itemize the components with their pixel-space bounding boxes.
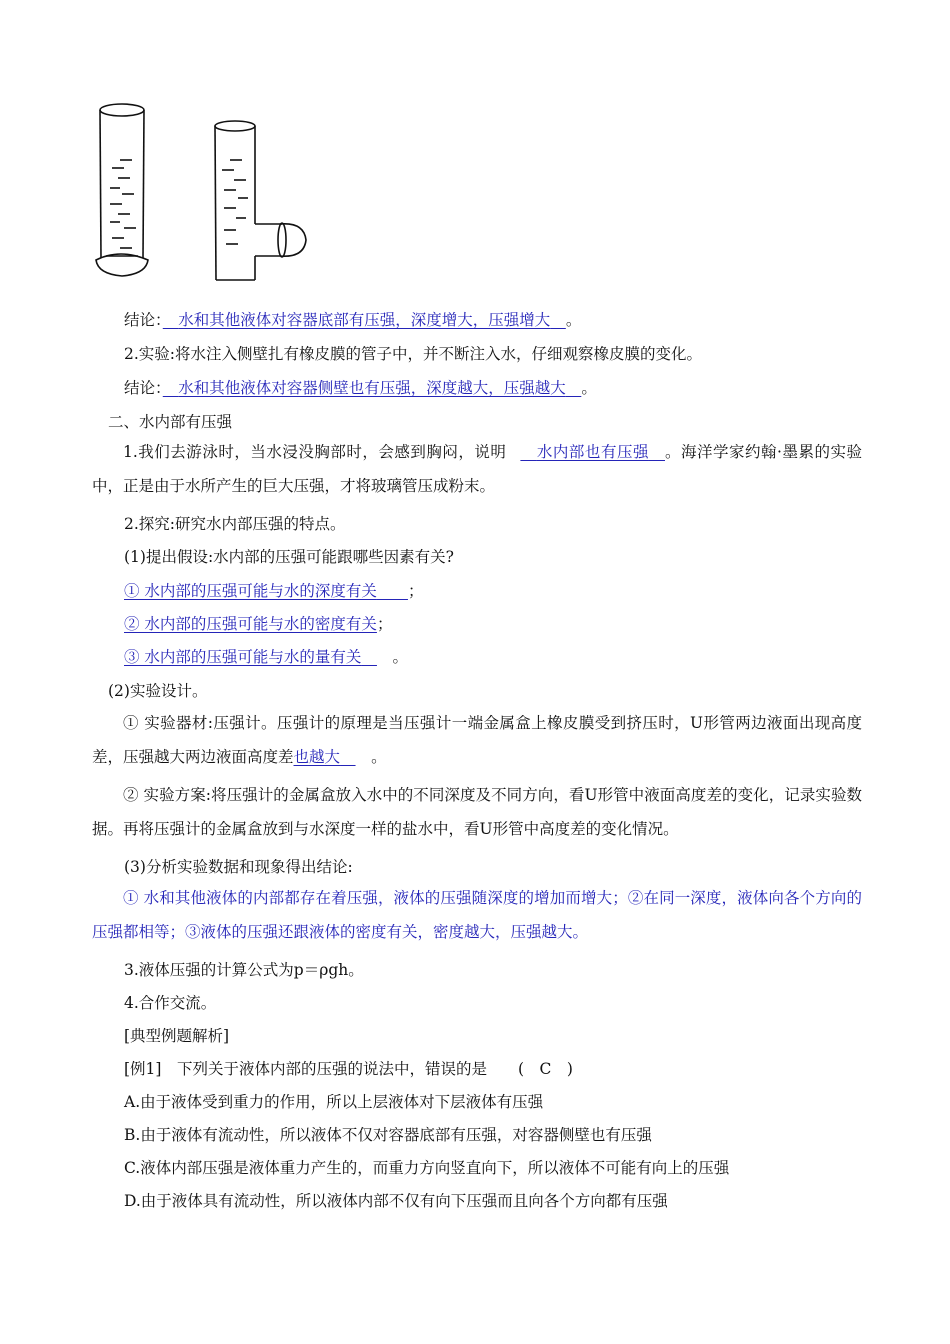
tube-bottom-membrane-icon <box>96 104 148 276</box>
hypothesis-1: ① 水内部的压强可能与水的深度有关 ； <box>124 582 424 600</box>
formula-line: 3.液体压强的计算公式为p＝ρgh。 <box>124 961 364 979</box>
experiment-figure <box>90 98 330 298</box>
hypothesis-2: ② 水内部的压强可能与水的密度有关； <box>124 615 393 633</box>
conclusion-label: 结论： <box>124 379 163 397</box>
design-title: (2)实验设计。 <box>108 682 208 700</box>
cooperation-line: 4.合作交流。 <box>124 994 217 1012</box>
option-a: A.由于液体受到重力的作用，所以上层液体对下层液体有压强 <box>124 1093 544 1111</box>
examples-heading: [典型例题解析] <box>124 1027 230 1045</box>
option-d: D.由于液体具有流动性，所以液体内部不仅有向下压强而且向各个方向都有压强 <box>124 1192 668 1210</box>
tube-side-membrane-icon <box>215 121 306 280</box>
exp1-conclusion: 结论： 水和其他液体对容器底部有压强，深度增大，压强增大 。 <box>124 311 582 329</box>
option-c: C.液体内部压强是液体重力产生的，而重力方向竖直向下，所以液体不可能有向上的压强 <box>124 1159 730 1177</box>
conclusion-label: 结论： <box>124 311 163 329</box>
answer-blank: 水内部也有压强 <box>536 443 649 461</box>
example-question: [例1] 下列关于液体内部的压强的说法中，错误的是 ( C ) <box>124 1060 573 1078</box>
answer-blank: 水和其他液体对容器侧壁也有压强，深度越大，压强越大 <box>178 379 566 397</box>
exp2-text: 2.实验:将水注入侧壁扎有橡皮膜的管子中，并不断注入水，仔细观察橡皮膜的变化。 <box>124 345 703 363</box>
materials-paragraph: ① 实验器材:压强计。压强计的原理是当压强计一端金属盒上橡皮膜受到挤压时，U形管两边液面出现高度差，压强越大两边液面高度差也越大 。 <box>92 714 862 766</box>
inquiry-heading: 2.探究:研究水内部压强的特点。 <box>124 515 346 533</box>
plan-paragraph: ② 实验方案:将压强计的金属盒放入水中的不同深度及不同方向，看U形管中液面高度差的变化，记录实验数据。再将压强计的金属盒放到与水深度一样的盐水中，看U形管中高度差的变化情况。 <box>92 786 862 838</box>
answer-blank: 也越大 <box>293 748 341 766</box>
paragraph-swimming: 1.我们去游泳时，当水浸没胸部时，会感到胸闷，说明 水内部也有压强 。海洋学家约翰·墨累的实验中，正是由于水所产生的巨大压强，才将玻璃管压成粉末。 <box>92 443 862 495</box>
hypothesis-title: (1)提出假设:水内部的压强可能跟哪些因素有关? <box>124 548 454 566</box>
analysis-title: (3)分析实验数据和现象得出结论: <box>124 858 353 876</box>
answer-blank: 水和其他液体对容器底部有压强，深度增大，压强增大 <box>178 311 551 329</box>
section-heading: 二、水内部有压强 <box>108 413 233 431</box>
exp2-conclusion: 结论： 水和其他液体对容器侧壁也有压强，深度越大，压强越大 。 <box>124 379 597 397</box>
option-b: B.由于液体有流动性，所以液体不仅对容器底部有压强，对容器侧壁也有压强 <box>124 1126 652 1144</box>
hypothesis-3: ③ 水内部的压强可能与水的量有关 。 <box>124 648 408 666</box>
analysis-conclusion: ① 水和其他液体的内部都存在着压强，液体的压强随深度的增加而增大；②在同一深度，液体向各个方向的压强都相等；③液体的压强还跟液体的密度有关，密度越大，压强越大。 <box>92 889 862 941</box>
